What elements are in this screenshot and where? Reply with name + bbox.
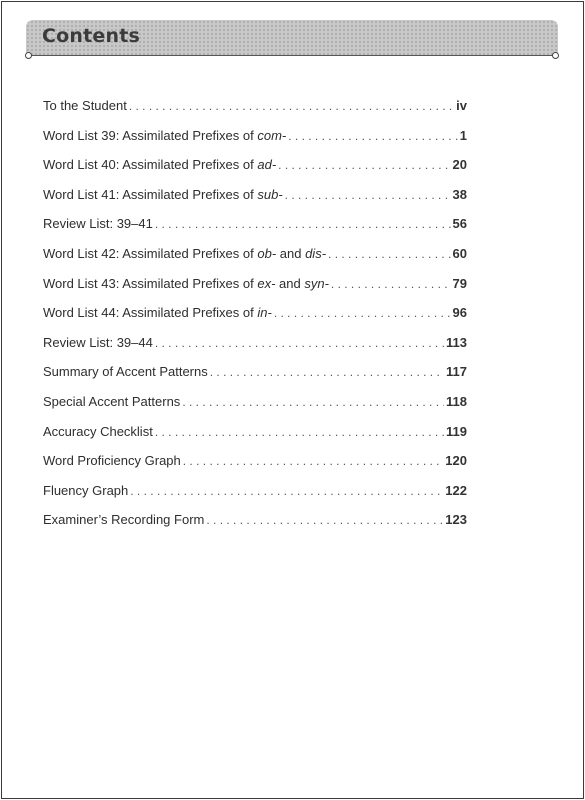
toc-page-number: 117 (446, 364, 467, 380)
toc-page-number: 122 (445, 482, 467, 498)
toc-entry-title-italic-part: syn- (304, 275, 329, 291)
table-of-contents (43, 98, 467, 542)
toc-entry[interactable] (43, 305, 467, 335)
toc-entry[interactable] (43, 453, 467, 483)
toc-entry-title-italic-part: in- (257, 305, 272, 321)
toc-dot-leader (274, 306, 451, 320)
toc-entry-title-part: Word Proficiency Graph (43, 453, 181, 469)
page-title: Contents (42, 25, 141, 47)
document-page (1, 1, 584, 799)
toc-entry-title (43, 157, 276, 172)
toc-entry-title-part: and (275, 275, 305, 291)
toc-entry[interactable] (43, 98, 467, 128)
toc-entry-title-part: Word List 39: Assimilated Prefixes of (43, 127, 258, 143)
toc-entry-title-part: Word List 40: Assimilated Prefixes of (43, 157, 258, 173)
toc-page-number: 20 (452, 157, 467, 173)
toc-entry[interactable] (43, 246, 467, 276)
toc-entry-title (43, 98, 127, 113)
toc-entry-title (43, 364, 208, 379)
toc-page-number: iv (456, 98, 467, 113)
toc-entry[interactable] (43, 187, 467, 217)
toc-entry-title (43, 246, 326, 261)
rule-end-dot-left (25, 52, 32, 59)
toc-entry-title (43, 394, 180, 409)
toc-entry-title (43, 216, 153, 231)
toc-entry-title-part: Examiner’s Recording Form (43, 512, 205, 528)
toc-entry-title (43, 128, 286, 143)
toc-page-number: 1 (459, 127, 467, 143)
toc-entry-title-part: Word List 43: Assimilated Prefixes of (43, 275, 258, 291)
toc-page-number: 56 (452, 216, 467, 232)
toc-entry-title (43, 276, 329, 291)
toc-entry-title (43, 424, 153, 439)
toc-page-number: 120 (445, 453, 467, 469)
toc-entry-title-part: To the Student (43, 98, 127, 113)
toc-entry-title (43, 335, 153, 350)
toc-entry-title-part: Accuracy Checklist (43, 423, 153, 439)
toc-entry-title-part: Word List 41: Assimilated Prefixes of (43, 186, 258, 202)
toc-dot-leader (130, 484, 443, 498)
toc-entry[interactable] (43, 128, 467, 158)
toc-page-number: 118 (446, 393, 467, 409)
toc-entry[interactable] (43, 216, 467, 246)
toc-entry-title-part: Fluency Graph (43, 482, 129, 498)
toc-dot-leader (155, 217, 451, 231)
toc-entry-title-italic-part: dis- (305, 245, 327, 261)
toc-entry-title-part: Review List: 39–41 (43, 216, 153, 232)
toc-entry-title-part: Special Accent Patterns (43, 393, 181, 409)
toc-entry[interactable] (43, 394, 467, 424)
toc-entry-title-italic-part: ex- (257, 275, 276, 291)
toc-entry-title (43, 187, 283, 202)
toc-entry-title (43, 453, 181, 468)
toc-page-number: 123 (445, 512, 467, 528)
toc-entry-title-part: Word List 44: Assimilated Prefixes of (43, 305, 258, 321)
toc-page-number: 113 (446, 334, 467, 350)
toc-entry-title-part: Review List: 39–44 (43, 334, 153, 350)
toc-page-number: 79 (452, 275, 467, 291)
toc-entry-title-part: and (276, 245, 306, 261)
toc-entry-title (43, 305, 272, 320)
toc-entry[interactable] (43, 424, 467, 454)
toc-entry-title-italic-part: sub- (257, 186, 283, 202)
toc-entry-title (43, 512, 204, 527)
toc-dot-leader (210, 365, 444, 379)
toc-entry-title (43, 483, 128, 498)
toc-dot-leader (328, 247, 451, 261)
toc-entry-title-italic-part: com- (257, 127, 287, 143)
toc-page-number: 119 (446, 423, 467, 439)
toc-entry[interactable] (43, 335, 467, 365)
toc-dot-leader (129, 99, 454, 113)
toc-dot-leader (183, 454, 444, 468)
toc-dot-leader (155, 336, 444, 350)
toc-entry[interactable] (43, 483, 467, 513)
toc-page-number: 96 (452, 305, 467, 321)
toc-entry[interactable] (43, 157, 467, 187)
toc-entry-title-part: Word List 42: Assimilated Prefixes of (43, 245, 258, 261)
toc-dot-leader (331, 277, 451, 291)
toc-dot-leader (206, 513, 443, 527)
toc-dot-leader (285, 188, 451, 202)
header-rule (29, 55, 556, 56)
toc-entry-title-italic-part: ad- (257, 157, 277, 173)
toc-page-number: 60 (452, 245, 467, 261)
toc-entry[interactable] (43, 512, 467, 542)
toc-entry-title-part: Summary of Accent Patterns (43, 364, 208, 380)
rule-end-dot-right (552, 52, 559, 59)
toc-entry[interactable] (43, 276, 467, 306)
toc-dot-leader (278, 158, 450, 172)
toc-dot-leader (288, 129, 458, 143)
toc-dot-leader (155, 425, 444, 439)
toc-page-number: 38 (452, 186, 467, 202)
contents-header-band (26, 20, 558, 55)
toc-entry-title-italic-part: ob- (257, 245, 277, 261)
toc-entry[interactable] (43, 364, 467, 394)
toc-dot-leader (182, 395, 444, 409)
